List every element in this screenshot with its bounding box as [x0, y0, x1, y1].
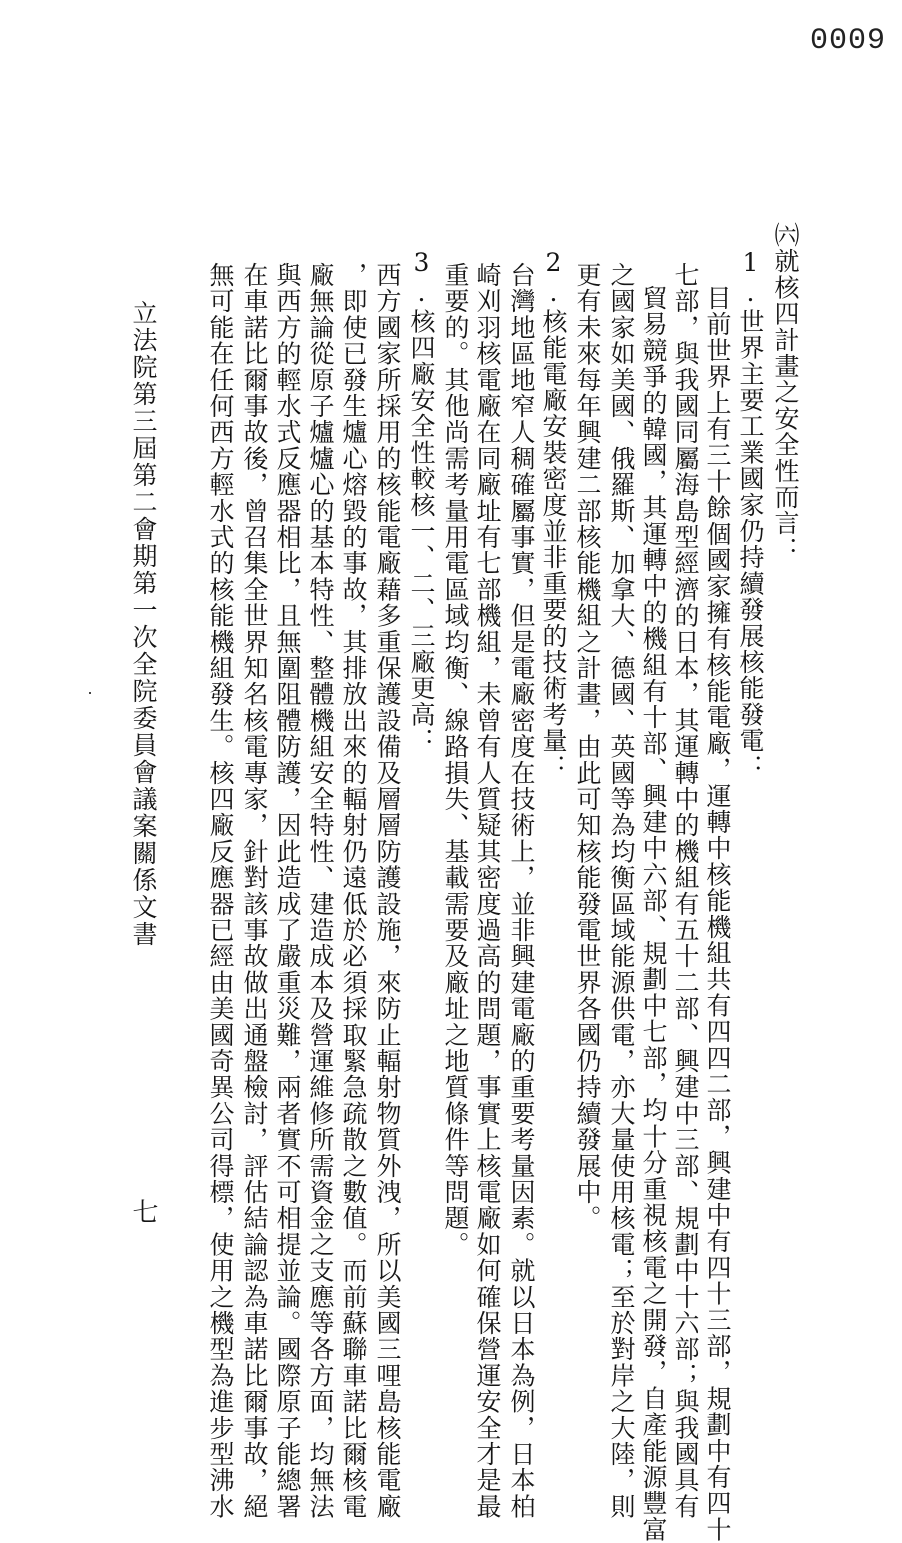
archive-page-number: 0009	[809, 24, 886, 58]
section-heading: ㈥就核四計畫之安全性而言：	[771, 222, 800, 563]
text-column-17: 無可能在任何西方輕水式的核能機組發生。核四廠反應器已經由美國奇異公司得標，使用之機型為進步型沸水	[206, 262, 235, 1520]
text-column-2: 目前世界上有三十餘個國家擁有核能電廠，運轉中核能機組共有四四二部，興建中有四十三部，規劃中有四十	[703, 285, 732, 1543]
document-footer: 立法院第三屆第二會期第一次全院委員會議案關係文書	[129, 300, 158, 948]
text-column-13: ，即使已發生爐心熔毀的事故，其排放出來的輻射仍遠低於必須採取緊急疏散之數值。而前蘇聯車諾比爾核電	[339, 262, 368, 1520]
text-column-1: 1.世界主要工業國家仍持續發展核能發電：	[736, 248, 765, 780]
text-column-11: 3.核四廠安全性較核一、二、三廠更高：	[407, 248, 436, 754]
text-column-4: 貿易競爭的韓國，其運轉中的機組有十部、興建中六部、規劃中七部，均十分重視核電之開發，自產能源豐富	[639, 285, 668, 1543]
text-column-8: 台灣地區地窄人稠確屬事實，但是電廠密度在技術上，並非興建電廠的重要考量因素。就以日本為例，日本柏	[507, 262, 536, 1520]
scan-speck	[89, 692, 91, 694]
text-column-10: 重要的。其他尚需考量用電區域均衡、線路損失、基載需要及廠址之地質條件等問題。	[441, 262, 470, 1258]
text-column-6: 更有未來每年興建二部核能機組之計畫，由此可知核能發電世界各國仍持續發展中。	[573, 262, 602, 1232]
text-column-16: 在車諾比爾事故後，曾召集全世界知名核電專家，針對該事故做出通盤檢討，評估結論認為車諾比爾事故，絕	[240, 262, 269, 1520]
text-column-7: 2.核能電廠安裝密度並非重要的技術考量：	[539, 248, 568, 780]
text-column-3: 七部，與我國同屬海島型經濟的日本，其運轉中的機組有五十二部、興建中三部、規劃中十六部；與我國具有	[671, 262, 700, 1520]
text-column-15: 與西方的輕水式反應器相比，且無圍阻體防護，因此造成了嚴重災難，兩者實不可相提並論。國際原子能總署	[273, 262, 302, 1520]
text-column-5: 之國家如美國、俄羅斯、加拿大、德國、英國等為均衡區域能源供電，亦大量使用核電；至於對岸之大陸，則	[607, 262, 636, 1520]
text-column-12: 西方國家所採用的核能電廠藉多重保護設備及層層防護設施，來防止輻射物質外洩，所以美國三哩島核能電廠	[373, 262, 402, 1520]
text-column-9: 崎刈羽核電廠在同廠址有七部機組，未曾有人質疑其密度過高的問題，事實上核電廠如何確保營運安全才是最	[473, 262, 502, 1520]
text-column-14: 廠無論從原子爐爐心的基本特性、整體機組安全特性、建造成本及營運維修所需資金之支應等各方面，均無法	[306, 262, 335, 1520]
folio-number: 七	[128, 1198, 158, 1224]
